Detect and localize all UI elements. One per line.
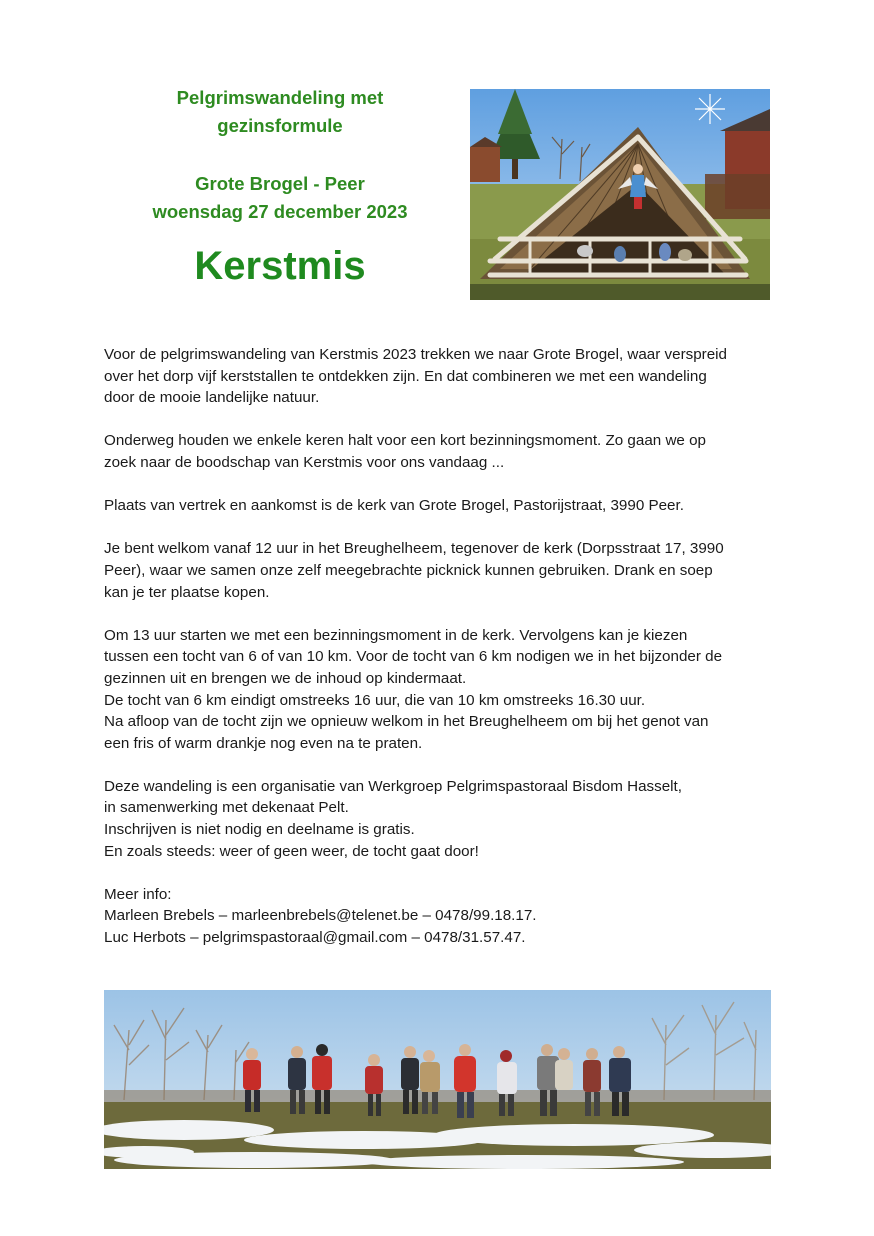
text-line: door de mooie landelijke natuur.	[104, 389, 320, 407]
text-line: Inschrijven is niet nodig en deelname is gratis.	[104, 821, 415, 839]
text-line: Voor de pelgrimswandeling van Kerstmis 2023 trekken we naar Grote Brogel, waar verspreid	[104, 346, 727, 363]
text-line: En zoals steeds: weer of geen weer, de tocht gaat door!	[104, 842, 479, 860]
nativity-scene-illustration	[470, 89, 770, 300]
paragraph-bezinning	[104, 430, 784, 473]
contact-heading: Meer info:	[104, 885, 172, 903]
text-line: Je bent welkom vanaf 12 uur in het Breughelheem, tegenover de kerk (Dorpsstraat 17, 3990	[104, 540, 724, 558]
contact-luc: Luc Herbots – pelgrimspastoraal@gmail.com – 0478/31.57.47.	[104, 929, 526, 947]
text-line: Deze wandeling is een organisatie van Werkgroep Pelgrimspastoraal Bisdom Hasselt,	[104, 777, 682, 795]
paragraph-welkom	[104, 538, 784, 603]
paragraph-organisatie	[104, 776, 784, 862]
text-line: een fris of warm drankje nog even na te praten.	[104, 734, 423, 752]
text-line: Onderweg houden we enkele keren halt voor een kort bezinningsmoment. Zo gaan we op	[104, 432, 706, 450]
paragraph-intro	[104, 344, 784, 409]
text-line: Na afloop van de tocht zijn we opnieuw welkom in het Breughelheem om bij het genot van	[104, 713, 709, 731]
date-line: woensdag 27 december 2023	[152, 201, 408, 222]
text-line: kan je ter plaatse kopen.	[104, 583, 270, 601]
contact-marleen: Marleen Brebels – marleenbrebels@telenet.be – 0478/99.18.17.	[104, 907, 537, 925]
nativity-scene-photo	[470, 89, 770, 300]
page-title: Kerstmis	[194, 244, 366, 288]
text-line: De tocht van 6 km eindigt omstreeks 16 uur, die van 10 km omstreeks 16.30 uur.	[104, 691, 646, 709]
header-block	[104, 84, 456, 290]
subtitle-line-2: gezinsformule	[217, 115, 343, 136]
paragraph-contact	[104, 884, 784, 949]
text-line: over het dorp vijf kerststallen te ontdekken zijn. En dat combineren we met een wandeling	[104, 367, 707, 385]
text-line: Peer), waar we samen onze zelf meegebrachte picknick kunnen gebruiken. Drank en soep	[104, 561, 713, 579]
text-line: gezinnen uit en brengen we de inhoud op kindermaat.	[104, 669, 467, 687]
text-line: Plaats van vertrek en aankomst is de kerk van Grote Brogel, Pastorijstraat, 3990 Peer.	[104, 497, 684, 515]
text-line: tussen een tocht van 6 of van 10 km. Voor de tocht van 6 km nodigen we in het bijzonder de	[104, 648, 723, 666]
paragraph-vertrek	[104, 495, 784, 517]
location-line: Grote Brogel - Peer	[195, 173, 365, 194]
paragraph-programma	[104, 625, 784, 755]
text-line: zoek naar de boodschap van Kerstmis voor ons vandaag ...	[104, 453, 505, 471]
walkers-illustration	[104, 990, 771, 1169]
text-line: Om 13 uur starten we met een bezinningsmoment in de kerk. Vervolgens kan je kiezen	[104, 626, 688, 644]
text-line: in samenwerking met dekenaat Pelt.	[104, 799, 349, 817]
subtitle-line-1: Pelgrimswandeling met	[176, 87, 384, 108]
walkers-photo	[104, 990, 771, 1169]
body-text	[104, 344, 784, 949]
